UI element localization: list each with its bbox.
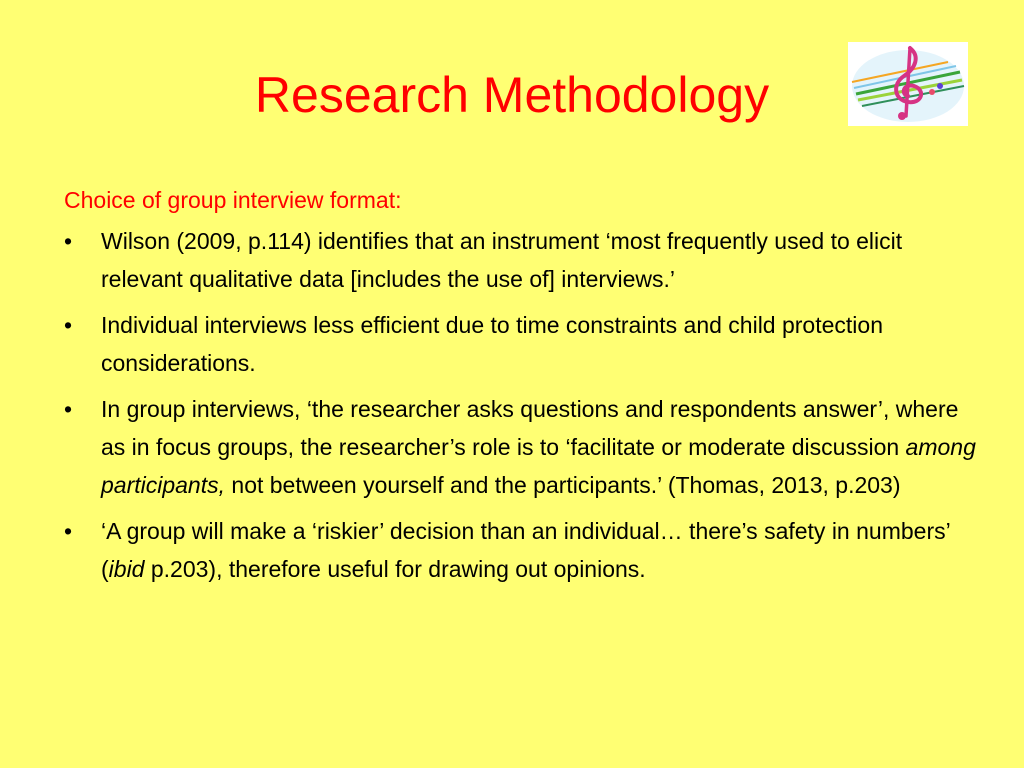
treble-clef-music-icon xyxy=(848,42,968,126)
bullet-text-after: p.203), therefore useful for drawing out opinions. xyxy=(144,556,646,582)
bullet-text-italic: ibid xyxy=(108,556,145,582)
bullet-item xyxy=(64,390,984,504)
bullet-text-italic: among participants, xyxy=(101,434,976,498)
bullet-item xyxy=(64,222,984,298)
bullet-icon: • xyxy=(64,312,73,338)
music-logo-image xyxy=(848,42,968,126)
bullet-icon: • xyxy=(64,228,73,254)
subheading: Choice of group interview format: xyxy=(64,187,402,213)
slide-title: Research Methodology xyxy=(254,67,770,123)
bullet-item xyxy=(64,512,984,588)
bullet-icon: • xyxy=(64,396,73,422)
slide-body xyxy=(64,180,984,596)
bullet-text-before: In group interviews, ‘the researcher asks questions and respondents answer’, where as in focus groups, the researcher’s role is to ‘facilitate or moderate discussion xyxy=(101,396,959,460)
bullet-text: Individual interviews less efficient due to time constraints and child protection considerations. xyxy=(101,312,883,376)
bullet-list xyxy=(64,222,984,588)
bullet-icon: • xyxy=(64,518,73,544)
bullet-text: Wilson (2009, p.114) identifies that an instrument ‘most frequently used to elicit relevant qualitative data [includes the use of] interviews.’ xyxy=(101,228,903,292)
bullet-item xyxy=(64,306,984,382)
bullet-text-after: not between yourself and the participants.’ (Thomas, 2013, p.203) xyxy=(225,472,901,498)
bullet-text-before: ‘A group will make a ‘riskier’ decision than an individual… there’s safety in numbers’ ( xyxy=(101,518,950,582)
